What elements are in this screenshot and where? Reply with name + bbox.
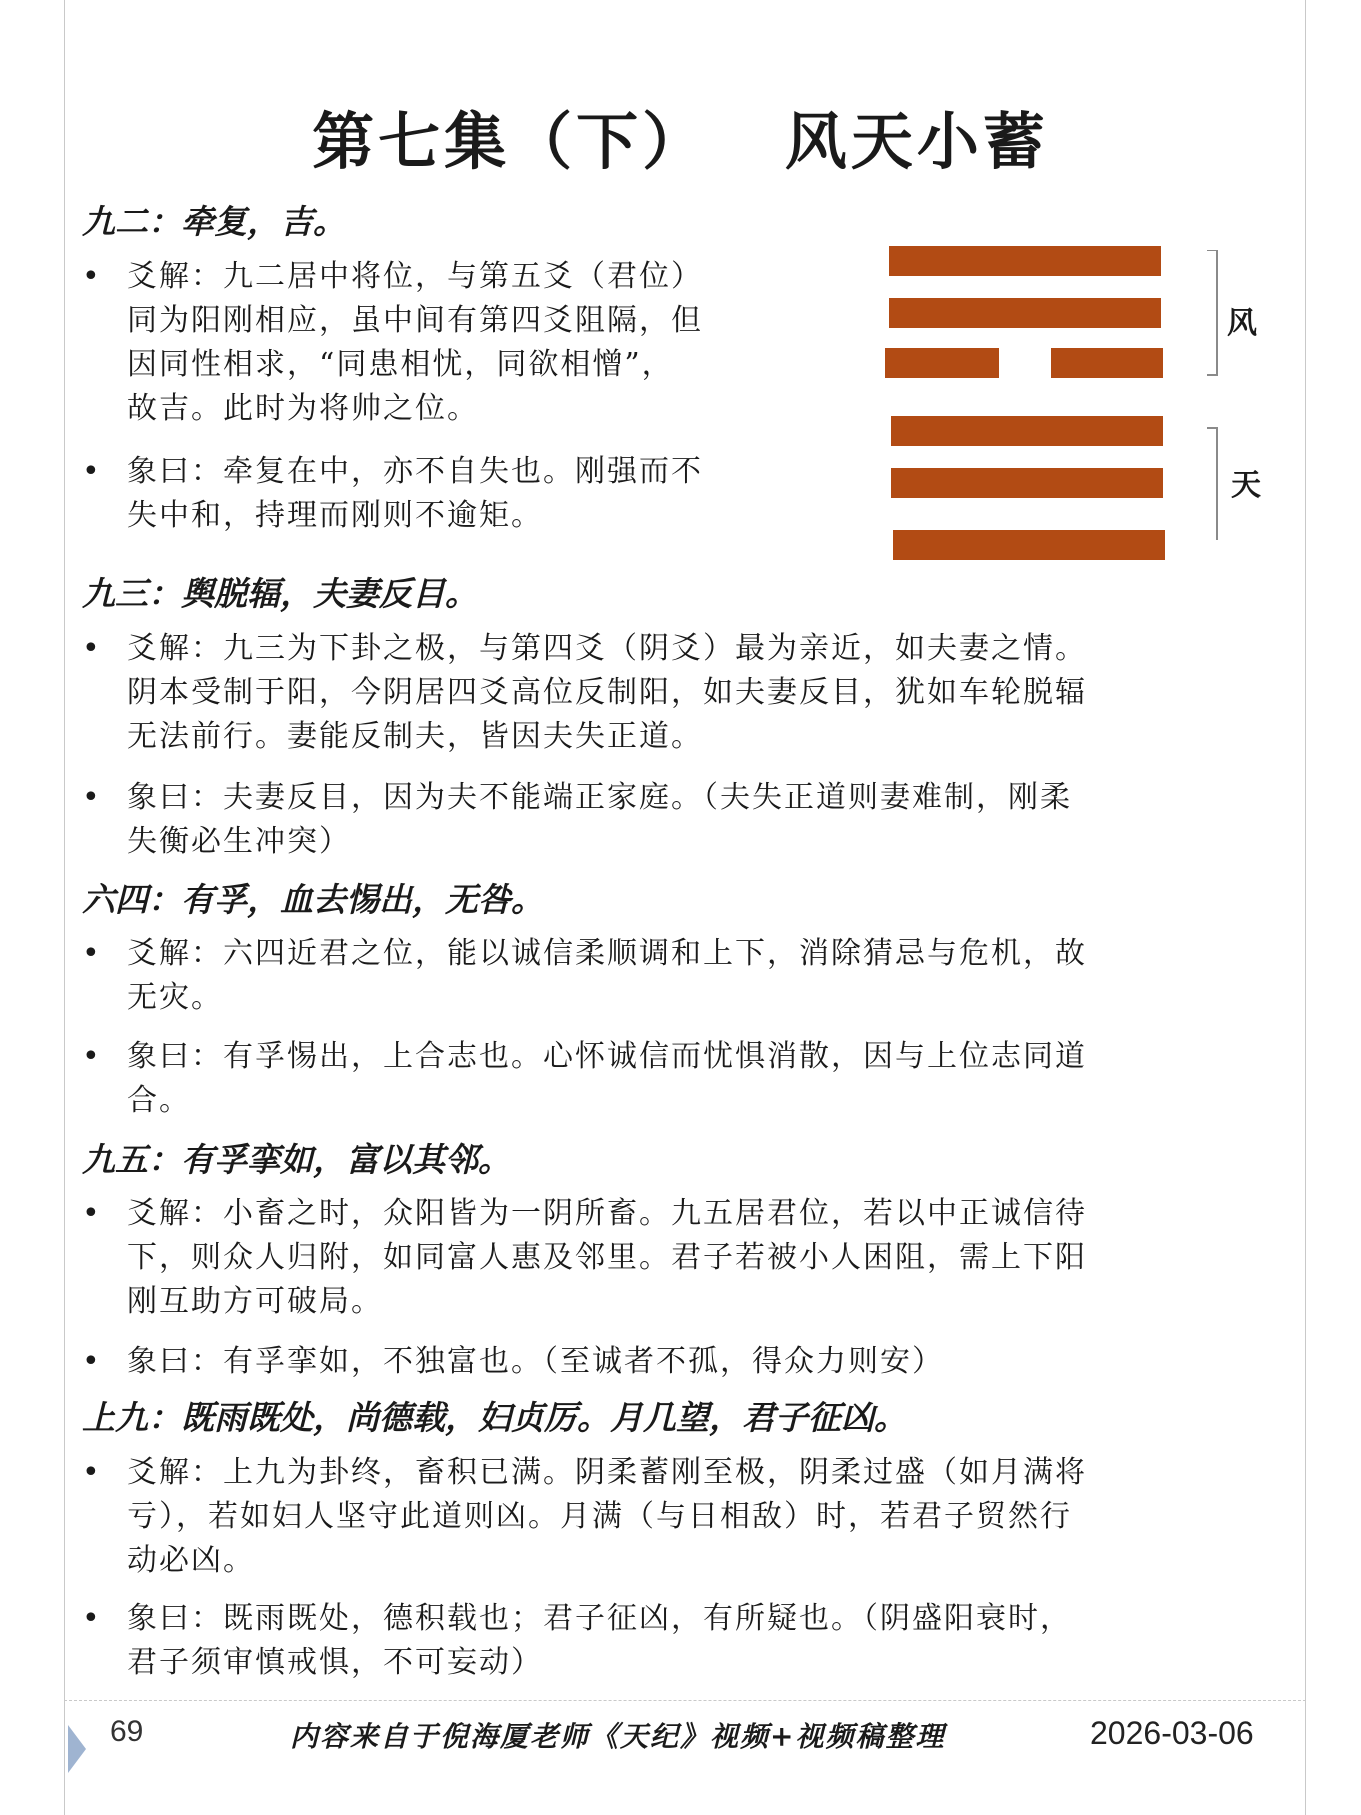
footer-triangle-marker	[68, 1725, 86, 1773]
footer-date: 2026-03-06	[1090, 1715, 1254, 1751]
bullet-dot: •	[82, 631, 100, 666]
bullet-dot: •	[82, 936, 100, 971]
footer-divider	[64, 1700, 1306, 1701]
trigram-label-upper: 风	[1227, 306, 1257, 341]
yang-line	[891, 468, 1163, 498]
list-item	[82, 1035, 1302, 1123]
list-item	[82, 1597, 1302, 1685]
list-item-text: 象曰：既雨既处，德积载也；君子征凶，有所疑也。（阴盛阳衰时， 君子须审慎戒惧，不可妄动）	[127, 1601, 1072, 1680]
list-item-text: 象曰：牵复在中，亦不自失也。刚强而不 失中和，持理而刚则不逾矩。	[127, 454, 703, 533]
page-number: 69	[110, 1715, 144, 1748]
yang-line	[893, 530, 1165, 560]
list-item-text: 象曰：有孚挛如，不独富也。（至诚者不孤，得众力则安）	[127, 1344, 944, 1379]
list-item-text: 象曰：夫妻反目，因为夫不能端正家庭。（夫失正道则妻难制，刚柔 失衡必生冲突）	[127, 780, 1072, 859]
list-item-text: 爻解：九三为下卦之极，与第四爻（阴爻）最为亲近，如夫妻之情。 阴本受制于阳，今阴居四爻高位反制阳，如夫妻反目，犹如车轮脱辐 无法前行。妻能反制夫，皆因夫失正道。	[127, 631, 1087, 754]
section-heading-jiuwu: 九五：有孚挛如，富以其邻。	[82, 1140, 511, 1179]
page-title: 第七集（下） 风天小蓄	[312, 105, 1049, 178]
list-item	[82, 450, 842, 538]
bullet-dot: •	[82, 1344, 100, 1379]
list-item-text: 爻解：六四近君之位，能以诚信柔顺调和上下，消除猜忌与危机，故 无灾。	[127, 936, 1087, 1015]
bullet-dot: •	[82, 1039, 100, 1074]
trigram-label-lower: 天	[1231, 468, 1261, 503]
bullet-dot: •	[82, 454, 100, 489]
hexagram-figure	[885, 240, 1305, 580]
page-border-right	[1305, 0, 1306, 1815]
bullet-dot: •	[82, 780, 100, 815]
yang-line	[891, 416, 1163, 446]
section-heading-shangjiu: 上九：既雨既处，尚德载，妇贞厉。月几望，君子征凶。	[82, 1398, 907, 1437]
section-heading-jiuer: 九二：牵复，吉。	[82, 202, 346, 241]
section-heading-jiusan: 九三：舆脱辐，夫妻反目。	[82, 574, 478, 613]
list-item	[82, 932, 1302, 1020]
footer-source: 内容来自于倪海厦老师《天纪》视频+视频稿整理	[290, 1720, 946, 1753]
list-item	[82, 1340, 1302, 1384]
list-item-text: 爻解：上九为卦终，畜积已满。阴柔蓄刚至极，阴柔过盛（如月满将 亏），若如妇人坚守此道则凶。月满（与日相敌）时，若君子贸然行 动必凶。	[127, 1455, 1087, 1578]
yang-line	[889, 298, 1161, 328]
list-item	[82, 776, 1302, 864]
list-item	[82, 1192, 1302, 1324]
bullet-dot: •	[82, 1601, 100, 1636]
list-item-text: 爻解：九二居中将位，与第五爻（君位） 同为阳刚相应，虽中间有第四爻阻隔，但 因同性相求，“同患相忧，同欲相憎”， 故吉。此时为将帅之位。	[127, 259, 703, 426]
list-item-text: 象曰：有孚惕出，上合志也。心怀诚信而忧惧消散，因与上位志同道 合。	[127, 1039, 1087, 1118]
yin-line-left	[885, 348, 999, 378]
list-item	[82, 627, 1302, 759]
bullet-dot: •	[82, 1196, 100, 1231]
list-item	[82, 1451, 1302, 1583]
yin-line-right	[1051, 348, 1163, 378]
list-item-text: 爻解：小畜之时，众阳皆为一阴所畜。九五居君位，若以中正诚信待 下，则众人归附，如同富人惠及邻里。君子若被小人困阻，需上下阳 刚互助方可破局。	[127, 1196, 1087, 1319]
bullet-dot: •	[82, 259, 100, 294]
section-heading-liusi: 六四：有孚，血去惕出，无咎。	[82, 880, 544, 919]
page-border-left	[64, 0, 65, 1815]
list-item	[82, 255, 842, 431]
trigram-brackets	[1205, 250, 1225, 540]
yang-line	[889, 246, 1161, 276]
bullet-dot: •	[82, 1455, 100, 1490]
